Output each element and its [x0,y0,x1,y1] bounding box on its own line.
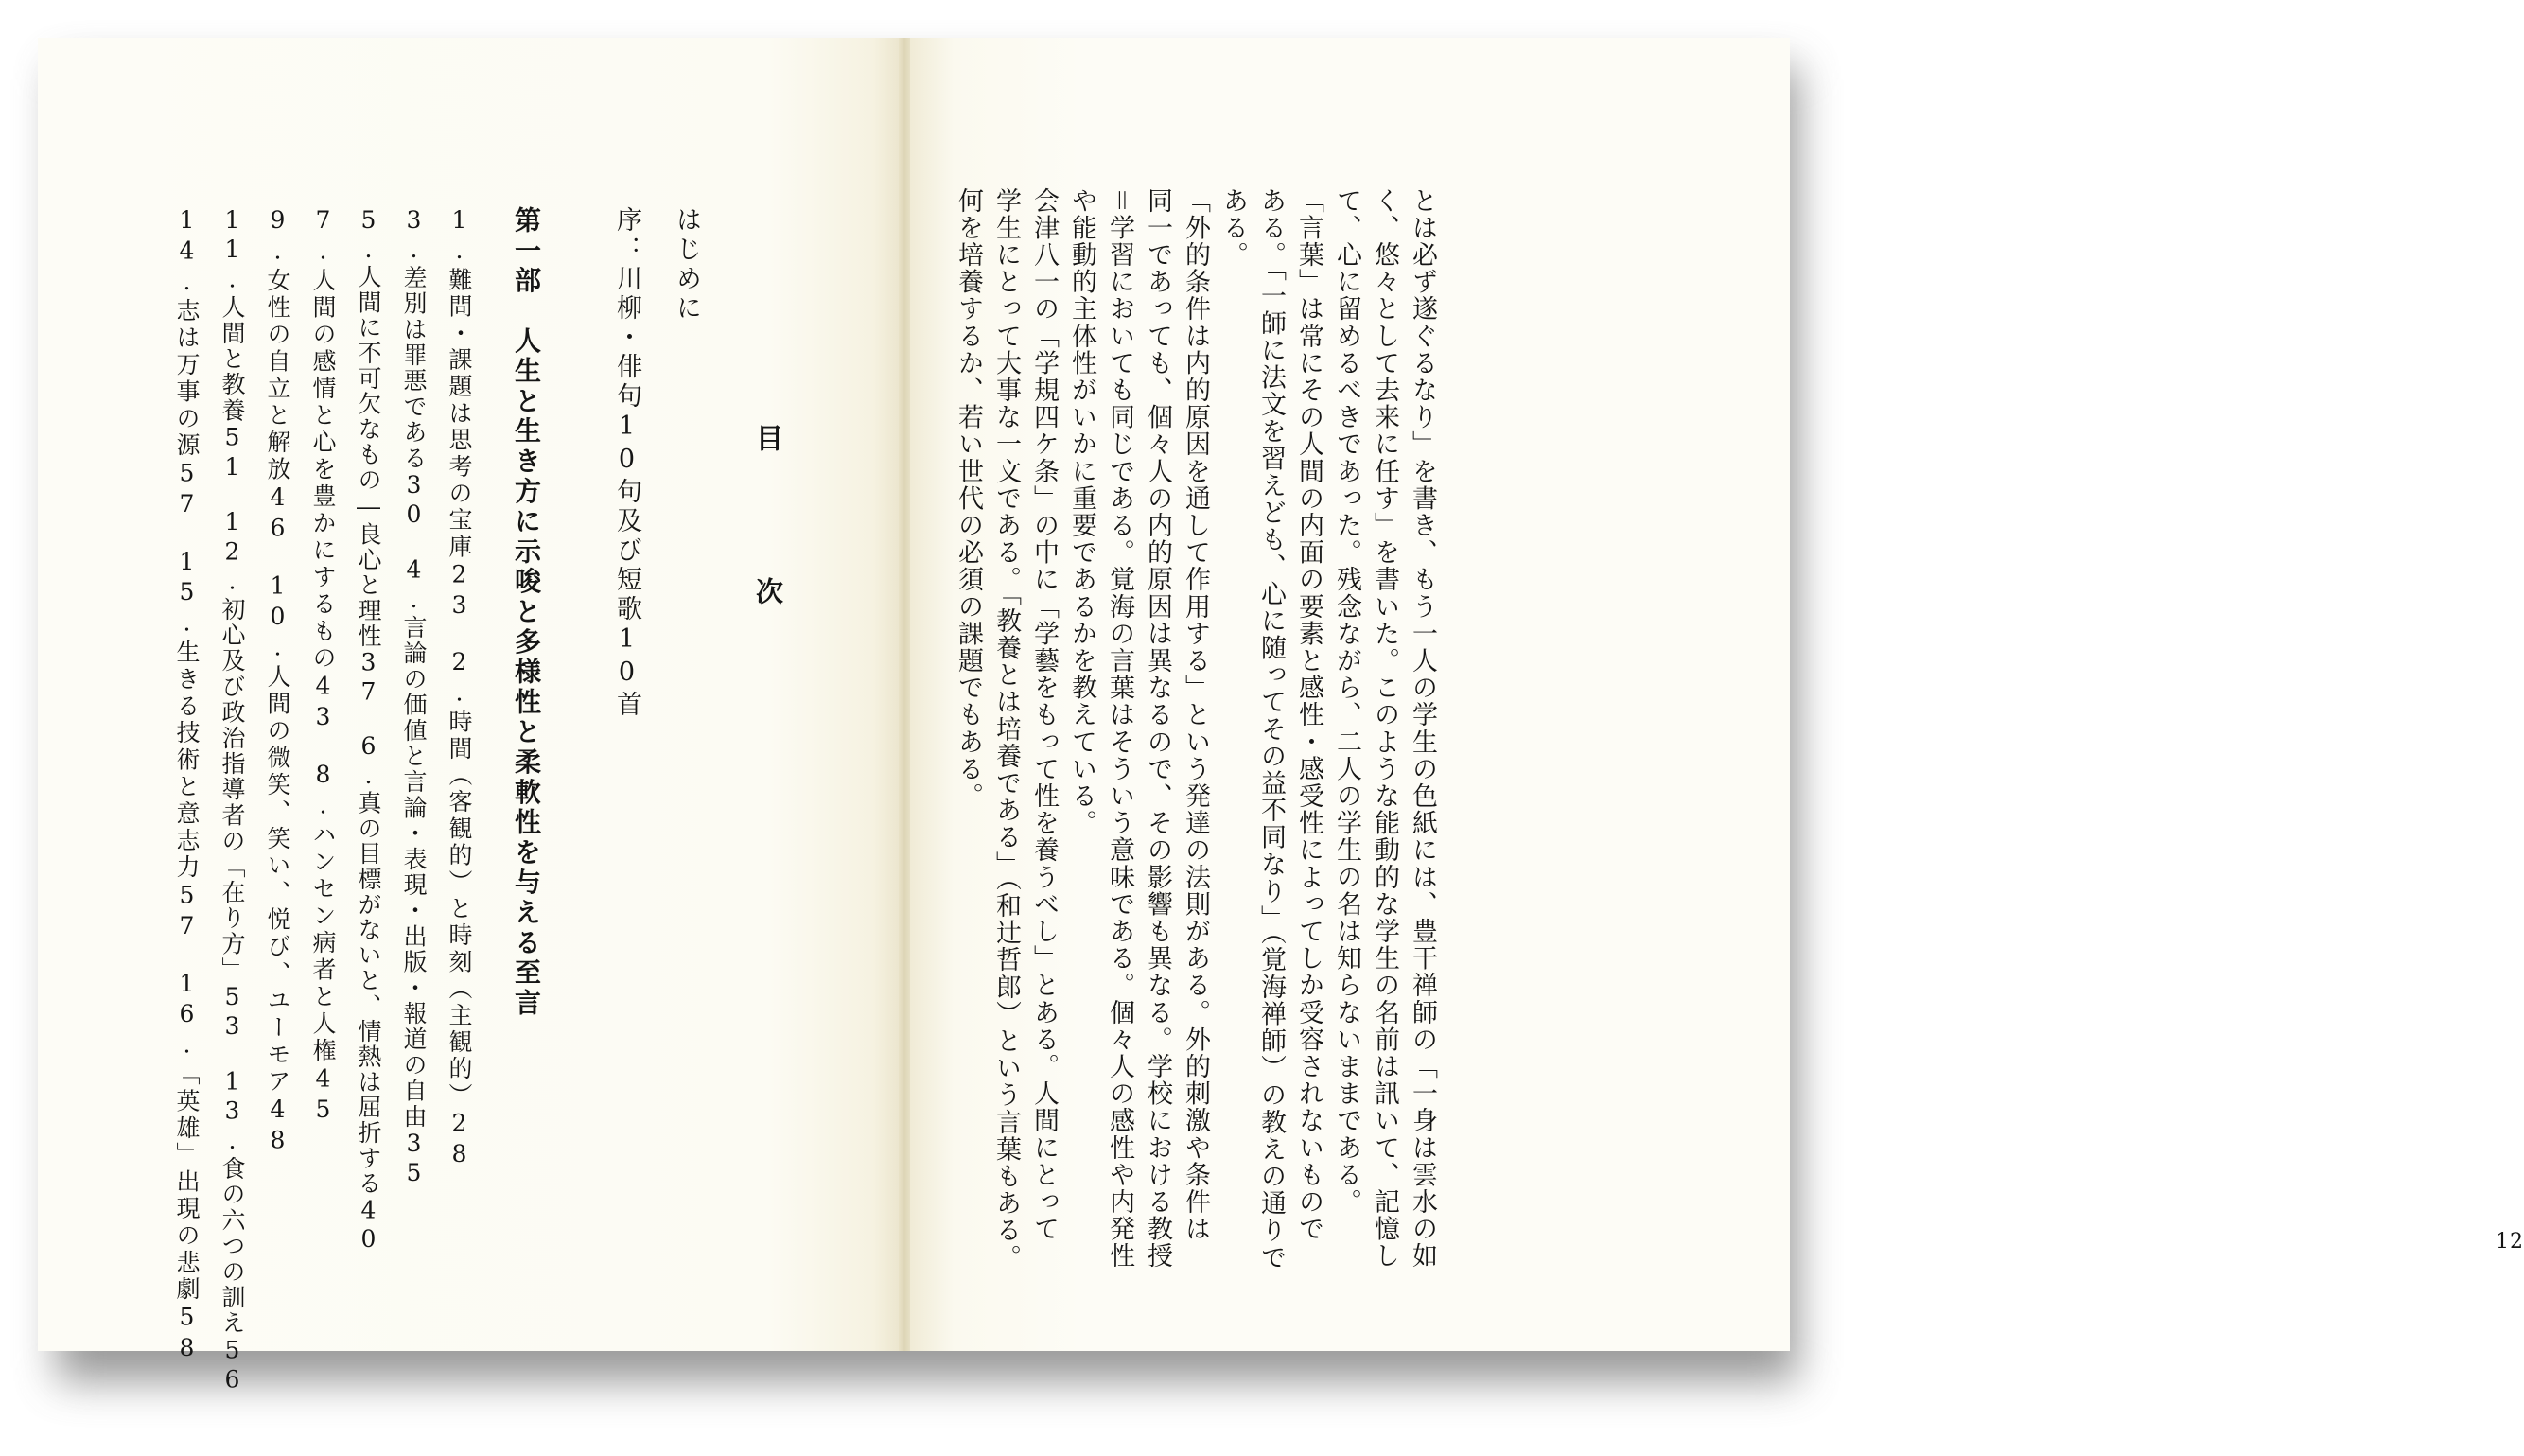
body-line-10: や能動的主体性がいかに重要であるかを教えている。 [1067,187,1096,837]
body-line-5: ある。「一師に法文を習えども、心に随ってその益不同なり」（覚海禅師）の教えの通りで [1256,187,1286,1272]
toc-line-preface: 序：川柳・俳句10句及び短歌10首 [612,206,641,720]
body-line-13: 何を培養するか、若い世代の必須の課題でもある。 [954,187,983,810]
body-line-11: 会津八一の「学規四ケ条」の中に「学藝をもって性を養うべし」とある。人間にとって [1029,187,1059,1243]
body-line-3: て、心に留めるべきであった。残念ながら、二人の学生の名は知らないままである。 [1332,187,1361,1216]
book-gutter [899,38,910,1351]
body-line-7: 「外的条件は内的原因を通して作用する」という発達の法則がある。外的刺激や条件は [1181,187,1210,1243]
right-page-body [910,38,2524,1351]
body-line-1: とは必ず遂ぐるなり」を書き、もう一人の学生の色紙には、豊干禅師の「一身は雲水の如 [1408,187,1437,1270]
toc-part-heading: 第一部 人生と生き方に示唆と多様性と柔軟性を与える至言 [511,206,542,1019]
body-line-9: ＝学習においても同じである。覚海の言葉はそういう意味である。個々人の感性や内発性 [1105,187,1134,1270]
body-line-12: 学生にとって大事な一文である。「教養とは培養である」（和辻哲郎）という言葉もある。 [991,187,1021,1272]
toc-title: 目 次 [752,424,784,654]
body-line-4: 「言葉」は常にその人間の内面の要素と感性・感受性によってしか受容されないもので [1294,187,1323,1243]
toc-entry-5-6: 5.人間に不可欠なもの―良心と理性37 6.真の目標がないと、情熱は屈折する40 [355,206,382,1254]
body-line-6: ある。 [1218,187,1248,269]
toc-entry-11-13: 11.人間と教養51 12.初心及び政治指導者の「在り方」53 13.食の六つの訓え56 [219,206,246,1395]
book-spread [38,38,2524,1395]
toc-entry-14-16: 14.志は万事の源57 15.生きる技術と意志力57 16.「英雄」出現の悲劇58 [173,206,201,1365]
body-line-2: く、悠々として去来に任す」を書いた。このような能動的な学生の名前は訊いて、記憶し [1370,187,1399,1270]
page-number: 12 [2496,1230,2524,1254]
left-page-toc [38,38,899,1395]
toc-entry-3-4: 3.差別は罪悪である30 4.言論の価値と言論・表現・出版・報道の自由35 [400,206,428,1189]
toc-entry-1-2: 1.難問・課題は思考の宝庫23 2.時間（客観的）と時刻（主観的）28 [446,206,473,1170]
body-line-8: 同一であっても、個々人の内的原因は異なるので、その影響も異なる。学校における教授 [1143,187,1172,1270]
toc-entry-7-8: 7.人間の感情と心を豊かにするもの43 8.ハンセン病者と人権45 [309,206,337,1127]
toc-entry-9-10: 9.女性の自立と解放46 10.人間の微笑、笑い、悦び、ユーモア48 [264,206,291,1157]
toc-line-hajimeni: はじめに [672,206,701,324]
